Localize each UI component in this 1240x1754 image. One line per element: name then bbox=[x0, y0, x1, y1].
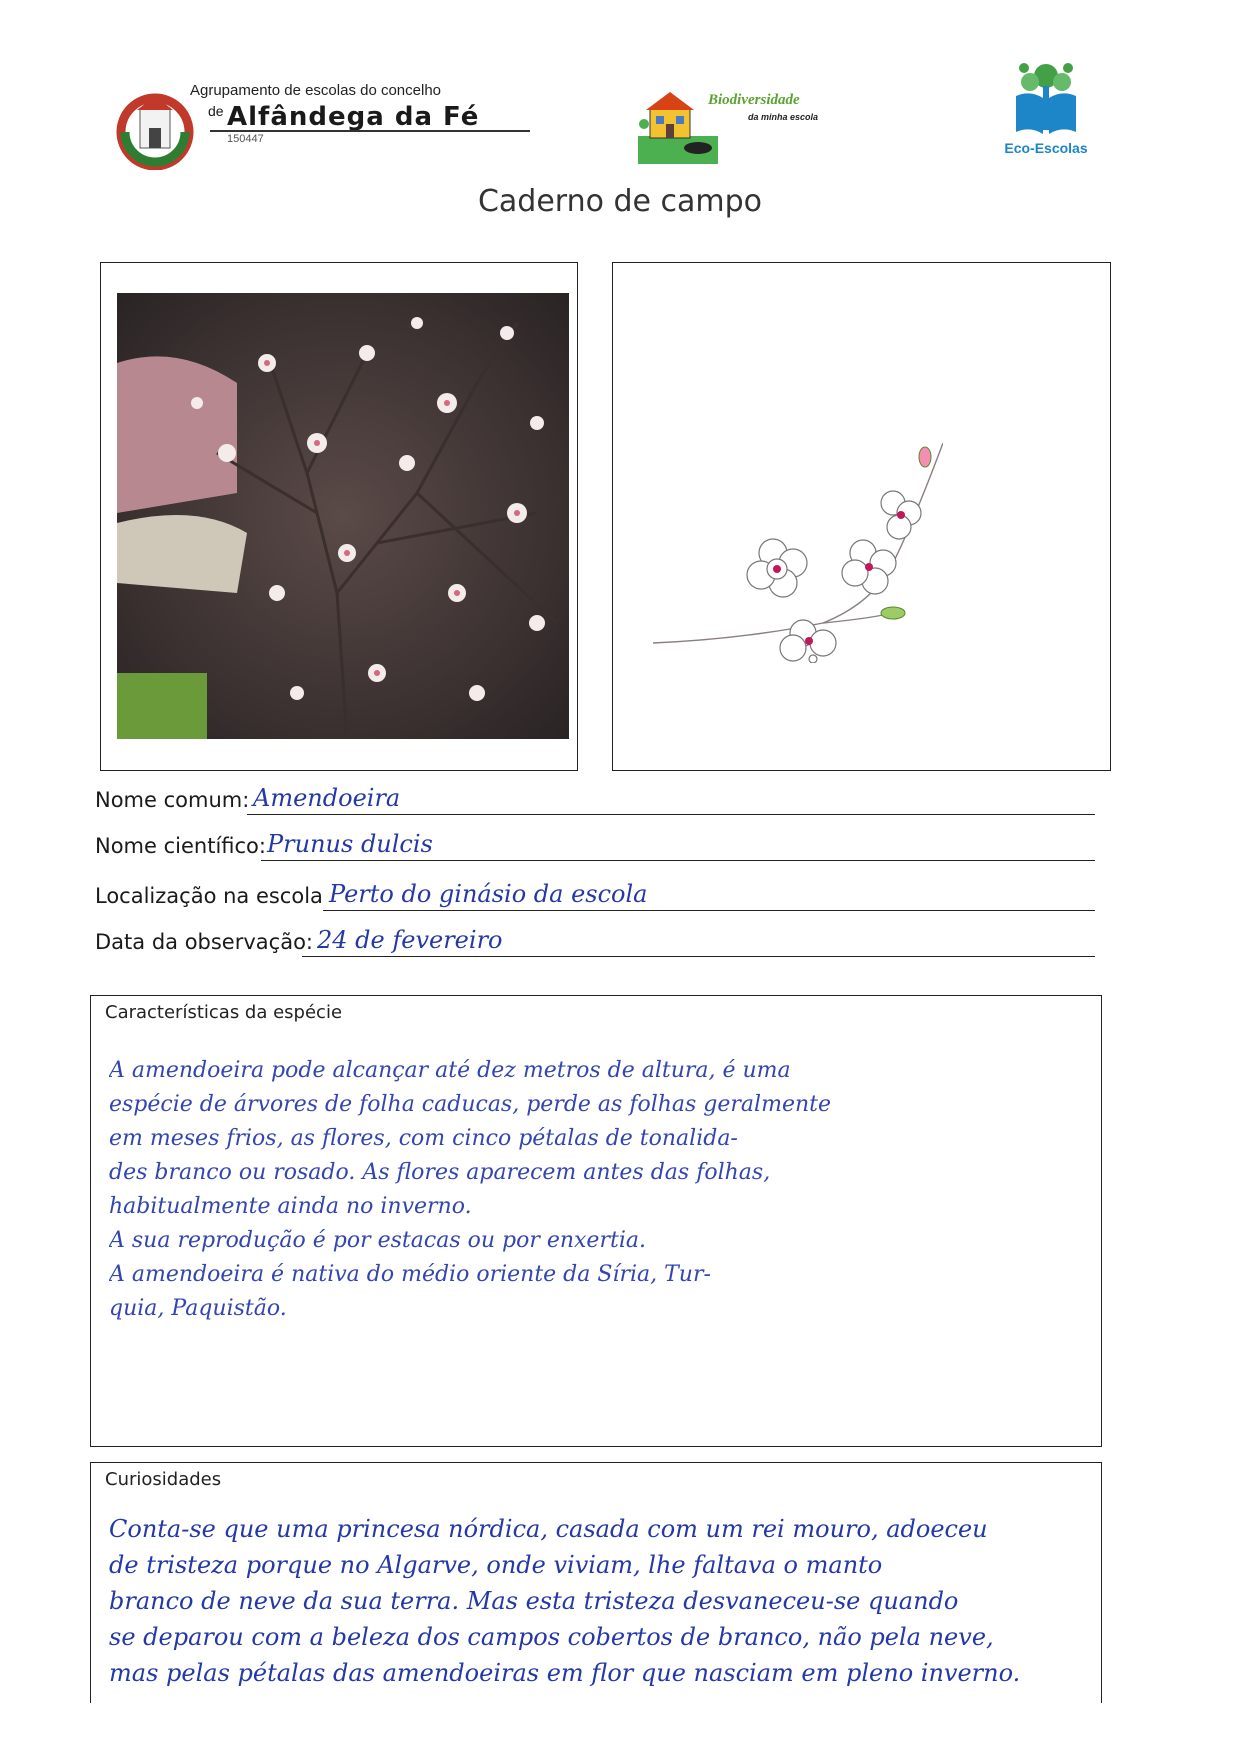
eco-tree-book-icon bbox=[1010, 60, 1082, 138]
characteristics-line: A amendoeira é nativa do médio oriente da Síria, Tur- bbox=[109, 1262, 711, 1287]
almond-branch-drawing bbox=[643, 443, 943, 663]
curiosities-title: Curiosidades bbox=[105, 1469, 222, 1490]
scientific-name-line bbox=[261, 860, 1095, 861]
school-de-text: de bbox=[208, 103, 224, 119]
curiosities-line: de tristeza porque no Algarve, onde viviam, lhe faltava o manto bbox=[109, 1551, 883, 1579]
school-name: Alfândega da Fé bbox=[227, 102, 480, 132]
eco-escolas-logo bbox=[1002, 60, 1090, 160]
page-title: Caderno de campo bbox=[477, 184, 763, 219]
curiosities-line: mas pelas pétalas das amendoeiras em flor que nasciam em pleno inverno. bbox=[109, 1659, 1021, 1687]
school-emblem-icon bbox=[115, 90, 210, 170]
scientific-name-field bbox=[95, 828, 1095, 864]
common-name-label: Nome comum: bbox=[95, 788, 250, 812]
characteristics-line: habitualmente ainda no inverno. bbox=[109, 1194, 472, 1219]
school-code: 150447 bbox=[227, 133, 264, 145]
biodiversity-logo bbox=[638, 86, 870, 164]
location-value: Perto do ginásio da escola bbox=[329, 880, 648, 908]
characteristics-line: A amendoeira pode alcançar até dez metros de altura, é uma bbox=[109, 1058, 791, 1083]
biodiversity-subtitle: da minha escola bbox=[748, 112, 819, 122]
common-name-field bbox=[95, 782, 1095, 818]
scientific-name-label: Nome científico: bbox=[95, 834, 266, 858]
date-field bbox=[95, 924, 1095, 960]
eco-escolas-label: Eco-Escolas bbox=[1004, 140, 1088, 156]
characteristics-line: quia, Paquistão. bbox=[109, 1296, 287, 1321]
common-name-value: Amendoeira bbox=[253, 784, 401, 812]
characteristics-line: des branco ou rosado. As flores aparecem antes das folhas, bbox=[109, 1160, 771, 1185]
curiosities-line: Conta-se que uma princesa nórdica, casada com um rei mouro, adoeceu bbox=[109, 1515, 988, 1543]
almond-tree-photo bbox=[117, 293, 569, 739]
curiosities-line: se deparou com a beleza dos campos cobertos de branco, não pela neve, bbox=[109, 1623, 994, 1651]
location-label: Localização na escola bbox=[95, 884, 323, 908]
date-line bbox=[302, 956, 1095, 957]
characteristics-text bbox=[109, 1054, 1091, 1326]
characteristics-line: espécie de árvores de folha caducas, perde as folhas geralmente bbox=[109, 1092, 831, 1117]
scientific-name-value: Prunus dulcis bbox=[267, 830, 433, 858]
location-line bbox=[323, 910, 1095, 911]
drawing-frame bbox=[612, 262, 1111, 771]
school-building-icon bbox=[638, 86, 718, 164]
characteristics-line: em meses frios, as flores, com cinco pétalas de tonalida- bbox=[109, 1126, 738, 1151]
date-value: 24 de fevereiro bbox=[317, 926, 503, 954]
characteristics-box bbox=[90, 995, 1102, 1447]
photo-frame bbox=[100, 262, 578, 771]
location-field bbox=[95, 878, 1095, 914]
common-name-line bbox=[247, 814, 1095, 815]
curiosities-line: branco de neve da sua terra. Mas esta tristeza desvaneceu-se quando bbox=[109, 1587, 959, 1615]
curiosities-text bbox=[109, 1511, 1091, 1691]
characteristics-title: Características da espécie bbox=[105, 1002, 343, 1023]
school-rule bbox=[210, 130, 530, 132]
date-label: Data da observação: bbox=[95, 930, 313, 954]
curiosities-box bbox=[90, 1462, 1102, 1703]
school-group-text: Agrupamento de escolas do concelho bbox=[190, 82, 442, 99]
characteristics-line: A sua reprodução é por estacas ou por enxertia. bbox=[109, 1228, 646, 1253]
school-logo bbox=[115, 82, 535, 172]
biodiversity-title: Biodiversidade bbox=[708, 92, 800, 108]
